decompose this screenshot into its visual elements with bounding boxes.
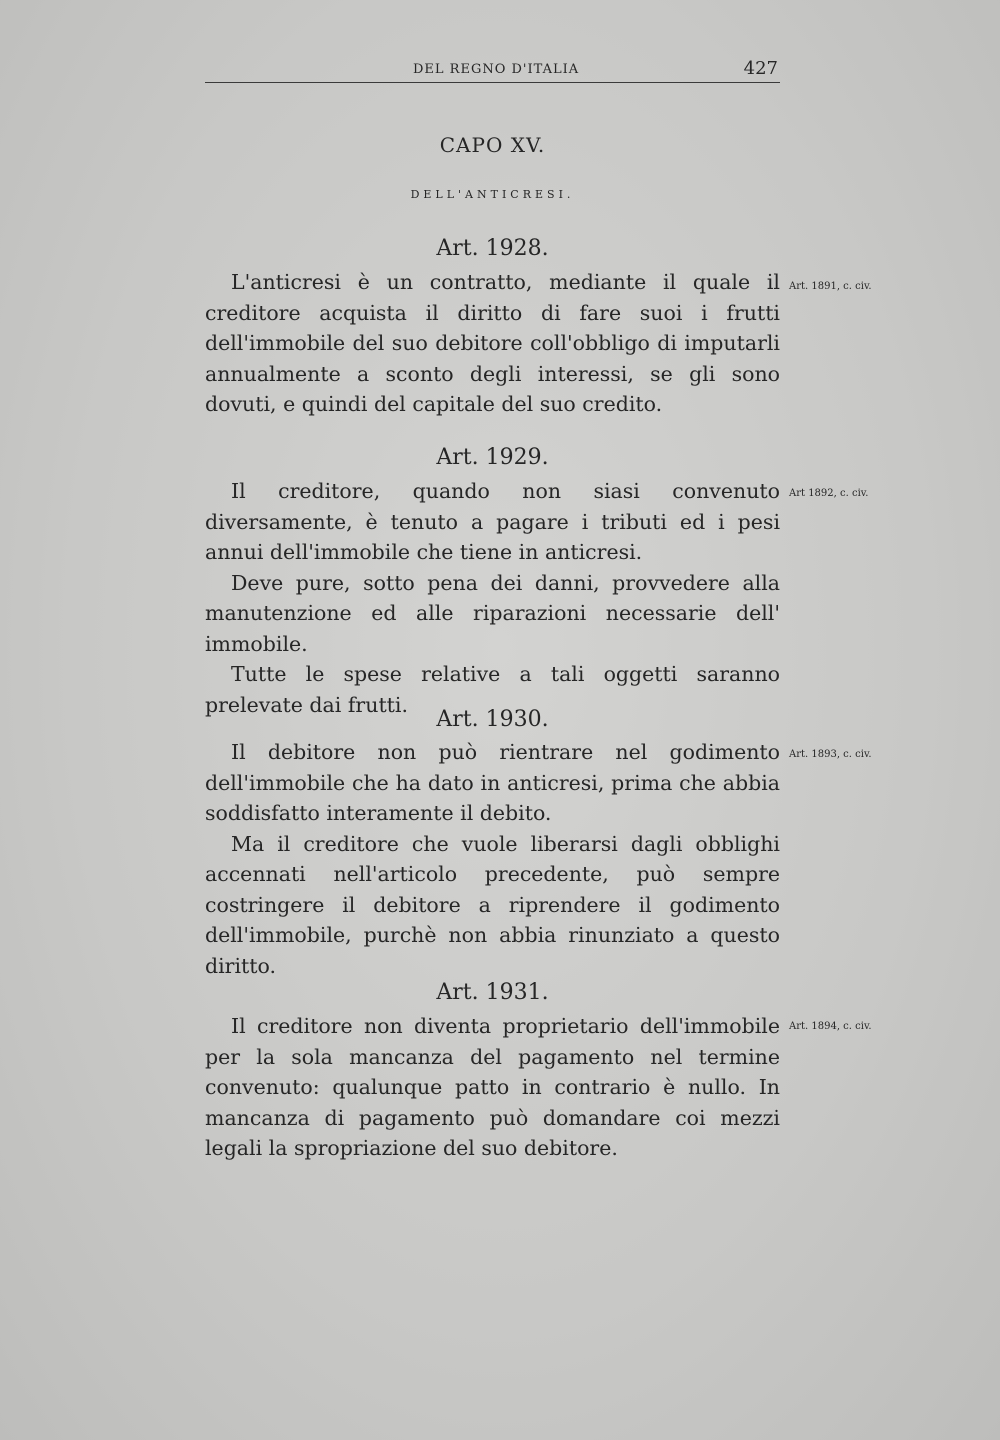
article-heading-1929: Art. 1929. [436,445,549,470]
article-paragraph: Il debitore non può rientrare nel godimento dell'immobile che ha dato in anticresi, prima che abbia soddisfatto interamente il debito. [205,740,780,825]
article-body-1930 [205,737,780,981]
article-body-1931 [205,1011,780,1164]
article-heading-1928: Art. 1928. [436,236,549,261]
page-number: 427 [743,58,778,79]
running-title: DEL REGNO D'ITALIA [413,62,580,77]
chapter-title: CAPO XV. [439,133,546,157]
margin-note-1929: Art 1892, c. civ. [789,488,869,499]
article-body-1929 [205,476,780,720]
article-paragraph: Tutte le spese relative a tali oggetti saranno prelevate dai frutti. [205,662,780,717]
article-paragraph: Il creditore non diventa proprietario dell'immobile per la sola mancanza del pagamento nel termine convenuto: qualunque patto in contrario è nullo. In mancanza di pagamento può domandare coi mezzi legali la spropriazione del suo debitore. [205,1014,780,1160]
page-header [205,58,780,84]
article-paragraph: Il creditore, quando non siasi convenuto diversamente, è tenuto a pagare i tributi ed i pesi annui dell'immobile che tiene in anticresi. [205,479,780,564]
article-heading-1930: Art. 1930. [436,707,549,732]
article-paragraph: L'anticresi è un contratto, mediante il quale il creditore acquista il diritto di fare suoi i frutti dell'immobile del suo debitore coll'obbligo di imputarli annualmente a sconto degli interessi, se gli sono dovuti, e quindi del capitale del suo credito. [205,270,780,416]
margin-note-1930: Art. 1893, c. civ. [789,749,872,760]
article-paragraph: Ma il creditore che vuole liberarsi dagli obblighi accennati nell'articolo precedente, può sempre costringere il debitore a riprendere il godimento dell'immobile, purchè non abbia rinunziato a questo diritto. [205,831,780,978]
margin-note-1928: Art. 1891, c. civ. [789,281,872,292]
article-body-1928 [205,267,780,420]
margin-note-1931: Art. 1894, c. civ. [789,1021,872,1032]
article-paragraph: Deve pure, sotto pena dei danni, provvedere alla manutenzione ed alle riparazioni necessarie dell' immobile. [205,570,780,656]
header-rule [205,82,780,83]
chapter-subtitle: DELL'ANTICRESI. [410,188,575,201]
article-heading-1931: Art. 1931. [436,980,549,1005]
